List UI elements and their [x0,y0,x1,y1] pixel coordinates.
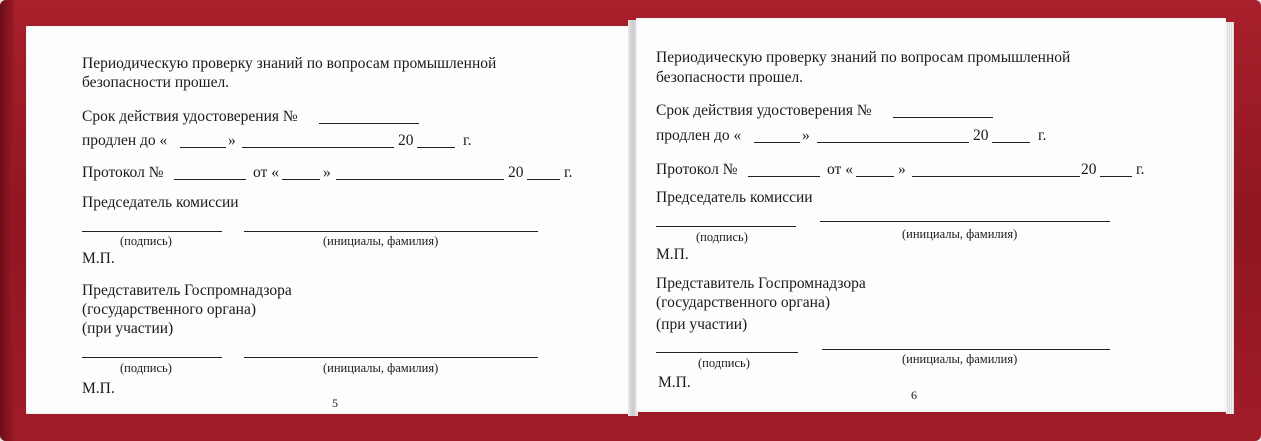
intro-line-1: Периодическую проверку знаний по вопросам промышленной [656,49,1071,66]
rep-line-3: (при участии) [82,320,174,337]
signature-caption: (подпись) [120,361,172,375]
quote-close: » [228,132,236,149]
extended-month-field[interactable] [242,147,394,148]
name-caption: (инициалы, фамилия) [323,361,439,375]
chairman-signature-field[interactable] [656,226,796,227]
name-caption: (инициалы, фамилия) [902,352,1018,366]
validity-label: Срок действия удостоверения № [656,102,872,119]
year-prefix: 20 [508,164,524,181]
rep-line-3: (при участии) [656,316,748,333]
signature-caption: (подпись) [698,356,750,370]
from-label: от « [827,161,853,178]
protocol-number-field[interactable] [174,179,246,180]
signature-caption: (подпись) [120,234,172,248]
rep-name-field[interactable] [244,357,538,358]
certificate-number-field[interactable] [319,123,419,124]
name-caption: (инициалы, фамилия) [323,234,439,248]
rep-line-1: Представитель Госпромнадзора [656,275,866,292]
extended-year-field[interactable] [417,147,455,148]
quote-close: » [898,161,906,178]
cover-edge [0,0,14,441]
year-suffix: г. [463,132,472,149]
intro-line-2: безопасности прошел. [656,69,804,86]
page-number: 5 [332,396,338,410]
chairman-label: Председатель комиссии [82,194,239,211]
extended-day-field[interactable] [180,147,226,148]
protocol-label: Протокол № [656,161,738,178]
chairman-name-field[interactable] [244,231,538,232]
extended-label: продлен до « [656,127,742,144]
page-number: 6 [911,388,917,402]
year-prefix: 20 [1081,161,1097,178]
protocol-day-field[interactable] [856,176,894,177]
right-page [636,18,1226,412]
year-suffix: г. [1038,127,1047,144]
protocol-year-field[interactable] [527,179,560,180]
protocol-day-field[interactable] [282,179,320,180]
year-prefix: 20 [398,132,414,149]
protocol-label: Протокол № [82,164,164,181]
rep-line-2: (государственного органа) [82,301,257,318]
intro-line-2: безопасности прошел. [82,74,230,91]
rep-signature-field[interactable] [656,352,798,353]
chairman-name-field[interactable] [820,221,1110,222]
rep-line-1: Представитель Госпромнадзора [82,282,292,299]
extended-month-field[interactable] [817,142,969,143]
year-prefix: 20 [973,127,989,144]
quote-close: » [323,164,331,181]
extended-year-field[interactable] [992,142,1030,143]
protocol-number-field[interactable] [748,176,820,177]
protocol-month-field[interactable] [336,179,504,180]
protocol-month-field[interactable] [912,176,1080,177]
validity-label: Срок действия удостоверения № [82,108,298,125]
chairman-signature-field[interactable] [82,231,222,232]
chairman-label: Председатель комиссии [656,189,813,206]
intro-line-1: Периодическую проверку знаний по вопросам промышленной [82,55,497,72]
rep-line-2: (государственного органа) [656,294,831,311]
extended-label: продлен до « [82,132,168,149]
stamp-label: М.П. [656,246,689,263]
protocol-year-field[interactable] [1100,176,1132,177]
rep-signature-field[interactable] [82,357,222,358]
rep-name-field[interactable] [822,349,1110,350]
signature-caption: (подпись) [696,230,748,244]
left-page [26,26,632,414]
stamp-label: М.П. [82,380,115,397]
stamp-label: М.П. [82,250,115,267]
name-caption: (инициалы, фамилия) [902,227,1018,241]
stamp-label: М.П. [658,374,691,391]
from-label: от « [253,164,279,181]
extended-day-field[interactable] [754,142,800,143]
quote-close: » [802,127,810,144]
year-suffix: г. [1136,161,1145,178]
page-edges [1226,22,1234,414]
year-suffix: г. [564,164,573,181]
certificate-number-field[interactable] [893,117,993,118]
